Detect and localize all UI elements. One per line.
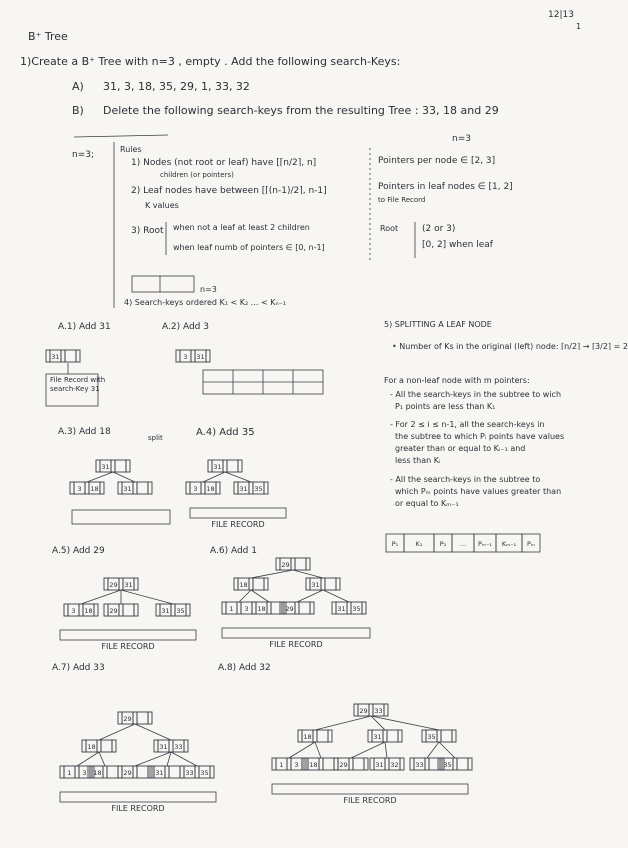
leaf-node [88, 766, 122, 778]
split-b2-line-1: - All the search-keys in the subtree to wich [390, 390, 562, 399]
split-node-cell-label: Pₘ₋₁ [477, 540, 493, 548]
split-b4-line-2: which Pₘ points have values greater than [395, 487, 562, 496]
a3-record-strip [72, 510, 170, 524]
node-key: 35 [427, 733, 436, 741]
node-key: 32 [390, 761, 399, 769]
leaf-node [176, 350, 210, 362]
root-node [96, 460, 130, 472]
step-a3-note: split [148, 434, 163, 442]
tree-edge [251, 570, 293, 578]
node-key: 31 [337, 605, 346, 613]
node-key: 33 [374, 707, 383, 715]
inner-node [82, 740, 116, 752]
split-node-cell-label: Kₘ₋₁ [501, 540, 517, 548]
tree-edge [167, 752, 171, 766]
split-b3-line-2: the subtree to which Pᵢ points have values [395, 432, 565, 441]
leaf-node [180, 766, 214, 778]
tree-edge [351, 742, 385, 758]
leaf-node [150, 766, 184, 778]
tree-edge [293, 570, 323, 578]
node-key: 31 [311, 581, 320, 589]
rules-n-right: n=3 [452, 134, 471, 144]
node-key: 31 [159, 743, 168, 751]
rule-2-right: Pointers in leaf nodes ∈ [1, 2] [378, 182, 513, 192]
split-b4-line-3: or equal to Kₘ₋₁ [395, 499, 459, 508]
rule-3-right: Root [380, 224, 399, 233]
leaf-node [222, 602, 256, 614]
tree-edge [77, 752, 99, 766]
node-key: 18 [309, 761, 318, 769]
split-nonleaf: For a non-leaf node with m pointers: [384, 376, 530, 385]
task-a-keys: 31, 3, 18, 35, 29, 1, 33, 32 [103, 80, 250, 93]
file-record-label: FILE RECORD [343, 796, 397, 805]
node-key: 29 [123, 715, 132, 723]
file-record-label: FILE RECORD [269, 640, 323, 649]
split-node-diagram [386, 534, 540, 552]
tree-edge [113, 472, 135, 482]
node-key: 29 [281, 561, 290, 569]
split-b3-line-1: - For 2 ≤ i ≤ n-1, all the search-keys in [390, 420, 545, 429]
tree-edge [135, 724, 171, 740]
file-record-label: FILE RECORD [211, 520, 265, 529]
file-record-bar [60, 630, 196, 640]
node-key: 35 [200, 769, 209, 777]
tree-edge [315, 742, 321, 758]
file-record-note: File Record with search-Key 31 [50, 376, 106, 393]
root-node [208, 460, 242, 472]
rule-4: 4) Search-keys ordered K₁ < K₂ ... < Kₙ₋₁ [124, 298, 287, 307]
root-node [276, 558, 310, 570]
tree-edge [81, 590, 121, 604]
split-b4-line-1: - All the search-keys in the subtree to [390, 475, 541, 484]
node-key: 31 [124, 581, 133, 589]
rule-n-box: n=3 [200, 285, 217, 294]
rule-1b: children (or pointers) [160, 171, 234, 179]
split-title: 5) SPLITTING A LEAF NODE [384, 320, 492, 329]
split-node-cell-label: P₂ [439, 540, 447, 548]
tree-edge [251, 590, 269, 602]
tree-edge [297, 590, 323, 602]
tree-edge [323, 590, 349, 602]
leaf-node [104, 604, 138, 616]
node-key: 18 [93, 769, 102, 777]
rule-2-right-b: to File Record [378, 196, 426, 204]
split-b3-line-3: greater than or equal to Kᵢ₋₁ and [395, 444, 526, 453]
node-key: 33 [415, 761, 424, 769]
tree-edge [385, 742, 387, 758]
node-key: 31 [239, 485, 248, 493]
file-record-label: FILE RECORD [111, 804, 165, 813]
node-key: 35 [352, 605, 361, 613]
file-record-bar [222, 628, 370, 638]
node-key: 31 [101, 463, 110, 471]
leaf-node [64, 604, 98, 616]
node-key: 18 [206, 485, 215, 493]
node-key: 3 [82, 769, 87, 777]
leaf-node [46, 350, 80, 362]
rules-decorations [74, 135, 415, 308]
file-record-bar [190, 508, 286, 518]
step-a4-label: A.4) Add 35 [196, 427, 255, 438]
leaf-node [186, 482, 220, 494]
node-key: 31 [196, 353, 205, 361]
page-subnumber: 1 [576, 22, 582, 31]
split-b3-line-4: less than Kᵢ [395, 456, 441, 465]
task-a-label: A) [72, 80, 84, 93]
rule-3-right-a: (2 or 3) [422, 224, 456, 234]
node-key: 31 [213, 463, 222, 471]
step-a1-label: A.1) Add 31 [58, 322, 111, 332]
split-node-cell-label: K₁ [415, 540, 423, 548]
tree-edge [239, 590, 251, 602]
task-b-text: Delete the following search-keys from the resulting Tree : 33, 18 and 29 [103, 104, 499, 117]
split-b2-line-2: P₁ points are less than K₁ [395, 402, 496, 411]
leaf-node [334, 758, 368, 770]
node-key: 29 [109, 607, 118, 615]
node-key: 3 [71, 607, 76, 615]
step-a7-label: A.7) Add 33 [52, 663, 105, 673]
leaf-node [410, 758, 444, 770]
split-node-cell-label: P₁ [391, 540, 399, 548]
file-record-label: FILE RECORD [101, 642, 155, 651]
tree-edge [439, 742, 455, 758]
tree-edge [225, 472, 251, 482]
inner-node [422, 730, 456, 742]
rule-3: 3) Root [131, 226, 164, 236]
page-number: 12|13 [548, 10, 574, 20]
tree-edge [289, 742, 315, 758]
node-key: 3 [183, 353, 188, 361]
tree-edge [315, 716, 371, 730]
rule-1: 1) Nodes (not root or leaf) have [⌈n/2⌉, n] [131, 158, 317, 168]
node-key: 35 [443, 761, 452, 769]
node-key: 31 [373, 733, 382, 741]
rule-3b: when leaf numb of pointers ∈ [0, n-1] [173, 243, 325, 252]
node-key: 18 [303, 733, 312, 741]
tree-edge [171, 752, 197, 766]
trees-layer [46, 350, 472, 813]
file-record-bar [272, 784, 468, 794]
tree-edge [371, 716, 439, 730]
node-key: 31 [51, 353, 60, 361]
inner-node [298, 730, 332, 742]
root-node [354, 704, 388, 716]
split-node-cell-label: ... [459, 540, 467, 548]
step-a5-label: A.5) Add 29 [52, 546, 105, 556]
root-node [118, 712, 152, 724]
leaf-node [332, 602, 366, 614]
node-key: 29 [123, 769, 132, 777]
node-key: 3 [294, 761, 299, 769]
leaf-node [234, 482, 268, 494]
node-key: 18 [87, 743, 96, 751]
leaf-node [118, 766, 152, 778]
inner-node [306, 578, 340, 590]
step-a3-label: A.3) Add 18 [58, 427, 111, 437]
leaf-node [70, 482, 104, 494]
step-a6-label: A.6) Add 1 [210, 546, 257, 556]
rule-2: 2) Leaf nodes have between [⌈(n-1)/2⌉, n-1] [131, 186, 327, 196]
node-key: 3 [244, 605, 249, 613]
file-record-bar [60, 792, 216, 802]
node-key: 31 [123, 485, 132, 493]
node-key: 35 [254, 485, 263, 493]
rules-n-left: n=3; [72, 150, 95, 160]
node-key: 18 [257, 605, 266, 613]
node-key: 1 [279, 761, 284, 769]
tree-edge [427, 742, 439, 758]
split-node-cell-label: Pₘ [527, 540, 535, 548]
tree-edge [203, 472, 225, 482]
node-key: 29 [339, 761, 348, 769]
a2-pointer-grid [203, 370, 323, 394]
leaf-node [370, 758, 404, 770]
tree-edge [87, 472, 113, 482]
inner-node [234, 578, 268, 590]
leaf-node [156, 604, 190, 616]
node-key: 1 [229, 605, 234, 613]
node-key: 33 [174, 743, 183, 751]
inner-node [368, 730, 402, 742]
rules-title: Rules [120, 145, 142, 154]
leaf-node [280, 602, 314, 614]
node-key: 33 [185, 769, 194, 777]
leaf-node [304, 758, 338, 770]
node-key: 18 [84, 607, 93, 615]
rule-2b: K values [145, 201, 179, 210]
leaf-node [118, 482, 152, 494]
tree-edge [99, 724, 135, 740]
node-key: 18 [90, 485, 99, 493]
tree-edge [99, 752, 105, 766]
node-key: 31 [155, 769, 164, 777]
split-bullet-1: • Number of Ks in the original (left) node: ⌈n/2⌉ → ⌈3/2⌉ = 2 [392, 342, 628, 351]
step-a2-label: A.2) Add 3 [162, 322, 209, 332]
root-node [104, 578, 138, 590]
leaf-node [438, 758, 472, 770]
task-b-label: B) [72, 104, 84, 117]
leaf-node [252, 602, 286, 614]
node-key: 29 [359, 707, 368, 715]
node-key: 35 [176, 607, 185, 615]
rule-3-right-b: [0, 2] when leaf [422, 240, 493, 250]
rule-1-right: Pointers per node ∈ [2, 3] [378, 156, 496, 166]
node-key: 29 [109, 581, 118, 589]
tree-edge [121, 590, 173, 604]
leaf-node [60, 766, 94, 778]
a1-file-record-box [46, 363, 98, 406]
inner-node [154, 740, 188, 752]
node-key: 1 [67, 769, 72, 777]
step-a8-label: A.8) Add 32 [218, 663, 271, 673]
tree-edge [135, 752, 171, 766]
leaf-node [272, 758, 306, 770]
node-key: 3 [193, 485, 198, 493]
node-key: 3 [77, 485, 82, 493]
task-line-1: 1)Create a B⁺ Tree with n=3 , empty . Add the following search-Keys: [20, 55, 401, 68]
node-key: 18 [239, 581, 248, 589]
page-title: B⁺ Tree [28, 30, 68, 43]
node-key: 29 [285, 605, 294, 613]
node-key: 31 [375, 761, 384, 769]
node-key: 31 [161, 607, 170, 615]
rule-3a: when not a leaf at least 2 children [173, 223, 310, 232]
